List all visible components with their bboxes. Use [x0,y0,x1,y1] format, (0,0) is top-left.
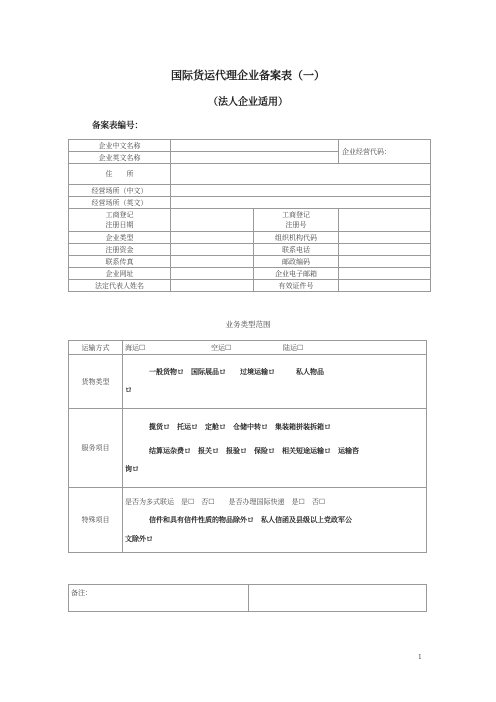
transport-label: 运输方式 [69,341,123,355]
transport-air-checkbox[interactable]: 空运☐ [211,343,232,352]
business-scope-table [68,340,427,553]
special-line-3: 文除外ロ [125,534,153,543]
company-info-table [68,139,431,292]
serial-number-label: 备案表编号： [92,121,144,131]
transport-options [123,341,427,355]
address-label: 住 所 [69,164,171,185]
cn-name-label: 企业中文名称 [69,140,171,152]
zip-label: 邮政编码 [254,256,339,268]
transport-land-checkbox[interactable]: 陆运☐ [283,343,304,352]
site-cn-label: 经营场所（中文） [69,185,171,197]
id-label: 有效证件号 [254,280,339,292]
special-options[interactable] [123,488,427,553]
service-line-3: 询ロ [125,465,139,473]
capital-label: 注册资金 [69,244,171,256]
zip-field[interactable] [339,256,431,268]
service-line-2: 结算运杂费ロ 报关ロ 报验ロ 保险ロ 相关短途运输ロ 运输咨 [149,447,359,455]
en-name-field[interactable] [171,152,339,164]
page-subtitle: （法人企业适用） [208,97,288,108]
id-field[interactable] [339,280,431,292]
fax-field[interactable] [171,256,254,268]
type-label: 企业类型 [69,232,171,244]
email-field[interactable] [339,268,431,280]
rep-label: 法定代表人姓名 [69,280,171,292]
reg-no-label-line2: 注册号 [285,221,307,229]
reg-no-label-line1: 工商登记 [282,211,310,219]
goods-label: 货物类型 [69,355,123,409]
service-line-1: 揽货ロ 托运ロ 定舱ロ 仓储中转ロ 集装箱拼装拆箱ロ [149,423,331,431]
en-name-label: 企业英文名称 [69,152,171,164]
org-code-label: 组织机构代码 [254,232,339,244]
service-options[interactable] [123,409,427,488]
phone-label: 联系电话 [254,244,339,256]
page-title: 国际货运代理企业备案表（一） [171,69,325,82]
rep-field[interactable] [171,280,254,292]
site-en-field[interactable] [171,197,431,209]
email-label: 企业电子邮箱 [254,268,339,280]
cn-name-field[interactable] [171,140,339,152]
goods-line-2: ロ [125,385,132,394]
type-field[interactable] [171,232,254,244]
org-code-field[interactable] [339,232,431,244]
remarks-label: 备注： [69,585,249,612]
special-label: 特殊项目 [69,488,123,553]
reg-date-label-line1: 工商登记 [105,211,134,219]
website-label: 企业网址 [69,268,171,280]
transport-sea-checkbox[interactable]: 海运☐ [125,343,146,352]
address-field[interactable] [171,164,431,185]
website-field[interactable] [171,268,254,280]
phone-field[interactable] [339,244,431,256]
reg-date-label [69,209,171,232]
remarks-field[interactable] [249,585,427,612]
site-cn-field[interactable] [171,185,431,197]
reg-date-field[interactable] [171,209,254,232]
capital-field[interactable] [171,244,254,256]
special-line-1: 是否为多式联运 是☐ 否☐ 是否办理国际快递 是☐ 否☐ [125,497,326,506]
reg-no-label [254,209,339,232]
goods-options[interactable] [123,355,427,409]
service-label: 服务项目 [69,409,123,488]
remarks-table [68,584,427,612]
goods-line-1: 一般货物ロ 国际展品ロ 过境运输ロ 私人物品 [149,367,324,376]
special-line-2: 信件和具有信件性质的物品除外ロ 私人信函及县级以上党政军公 [149,515,352,524]
reg-date-label-line2: 注册日期 [105,221,134,229]
business-code-label: 企业经营代码： [339,140,431,164]
page-number: 1 [418,654,422,661]
scope-title: 业务类型范围 [225,320,271,329]
reg-no-field[interactable] [339,209,431,232]
site-en-label: 经营场所（英文） [69,197,171,209]
fax-label: 联系传真 [69,256,171,268]
